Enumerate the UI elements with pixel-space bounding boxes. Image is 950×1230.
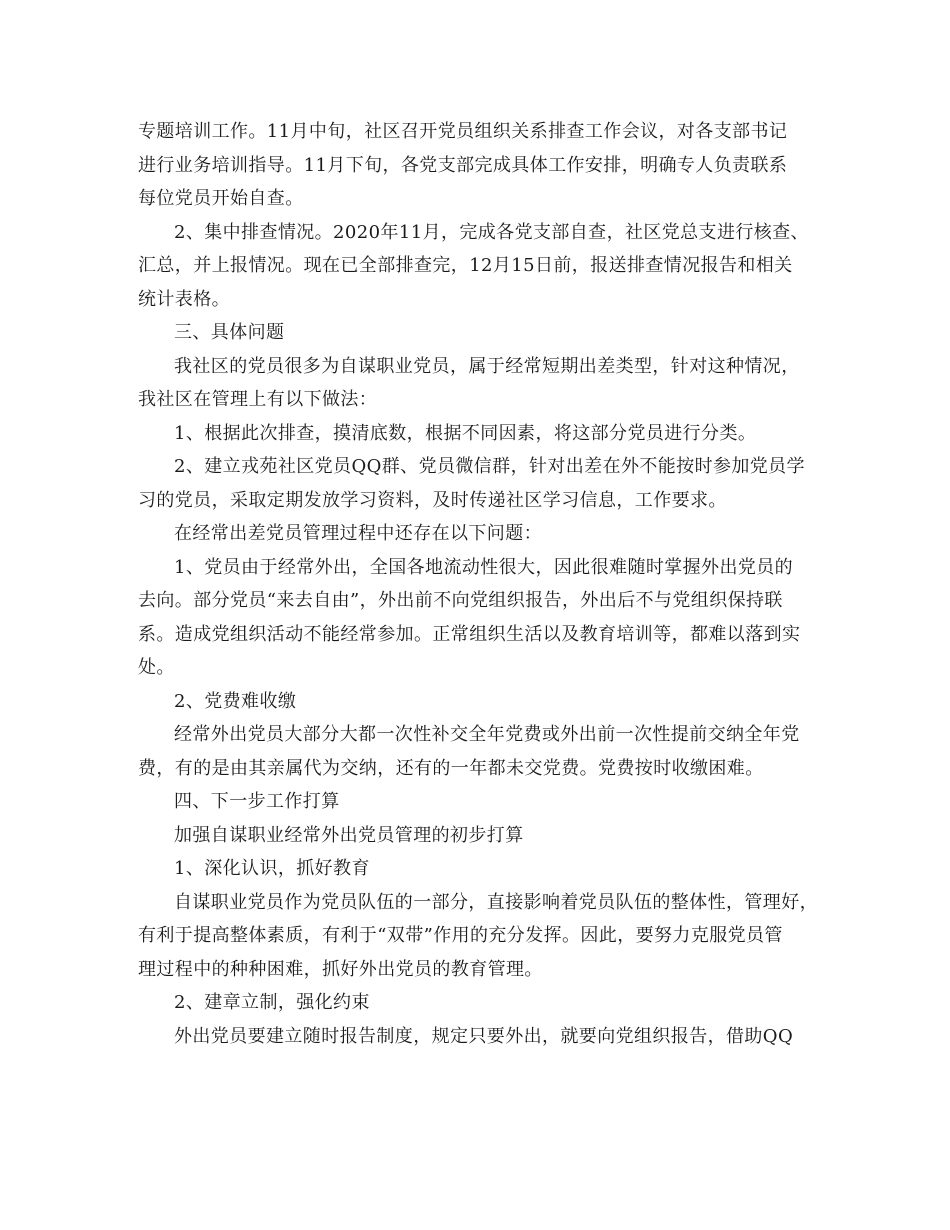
document-line: 有利于提高整体素质，有利于“双带”作用的充分发挥。因此，要努力克服党员管 xyxy=(138,925,783,946)
document-line: 1、根据此次排查，摸清底数，根据不同因素，将这部分党员进行分类。 xyxy=(174,422,757,444)
document-line: 汇总，并上报情况。现在已全部排查完，12月15日前，报送排查情况报告和相关 xyxy=(138,255,793,276)
document-line: 统计表格。 xyxy=(138,288,230,310)
document-line: 2、建章立制，强化约束 xyxy=(174,992,370,1013)
document-line: 我社区在管理上有以下做法： xyxy=(138,389,378,410)
document-line: 四、下一步工作打算 xyxy=(174,791,340,812)
document-line: 1、党员由于经常外出，全国各地流动性很大，因此很难随时掌握外出党员的 xyxy=(174,556,794,578)
document-line: 外出党员要建立随时报告制度，规定只要外出，就要向党组织报告，借助QQ xyxy=(174,1025,794,1047)
document-line: 处。 xyxy=(138,657,175,678)
document-line: 2、党费难收缴 xyxy=(174,690,297,712)
document-line: 自谋职业党员作为党员队伍的一部分，直接影响着党员队伍的整体性，管理好， xyxy=(174,891,818,913)
document-line: 1、深化认识，抓好教育 xyxy=(174,858,370,879)
document-line: 习的党员，采取定期发放学习资料，及时传递社区学习信息，工作要求。 xyxy=(138,489,727,511)
document-line: 在经常出差党员管理过程中还存在以下问题： xyxy=(174,523,542,544)
document-line: 费，有的是由其亲属代为交纳，还有的一年都未交党费。党费按时收缴困难。 xyxy=(138,757,764,779)
document-line: 每位党员开始自查。 xyxy=(138,188,304,209)
document-line: 2、建立戎苑社区党员QQ群、党员微信群，针对出差在外不能按时参加党员学 xyxy=(174,456,805,477)
document-body xyxy=(138,115,822,1053)
document-line: 经常外出党员大部分大都一次性补交全年党费或外出前一次性提前交纳全年党 xyxy=(174,724,800,745)
document-line: 系。造成党组织活动不能经常参加。正常组织生活以及教育培训等，都难以落到实 xyxy=(138,623,801,645)
document-line: 理过程中的种种困难，抓好外出党员的教育管理。 xyxy=(138,958,543,980)
document-line: 2、集中排查情况。2020年11月，完成各党支部自查，社区党总支进行核查、 xyxy=(174,221,809,243)
document-line: 三、具体问题 xyxy=(174,322,285,343)
document-line: 加强自谋职业经常外出党员管理的初步打算 xyxy=(174,824,524,846)
document-line: 专题培训工作。11月中旬，社区召开党员组织关系排查工作会议，对各支部书记 xyxy=(138,121,788,142)
document-line: 我社区的党员很多为自谋职业党员，属于经常短期出差类型，针对这种情况， xyxy=(174,355,800,377)
document-line: 去向。部分党员“来去自由”，外出前不向党组织报告，外出后不与党组织保持联 xyxy=(138,590,783,611)
document-line: 进行业务培训指导。11月下旬，各党支部完成具体工作安排，明确专人负责联系 xyxy=(138,154,788,176)
